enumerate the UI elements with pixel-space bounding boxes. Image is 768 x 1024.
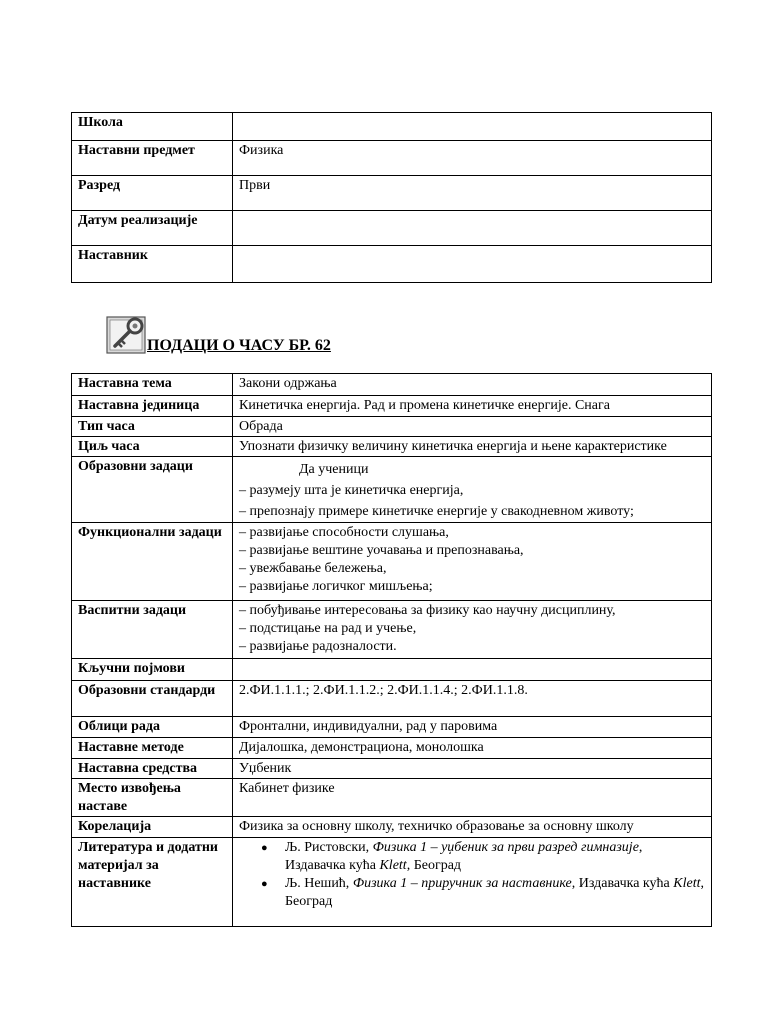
lesson-row-topic bbox=[72, 374, 712, 396]
row-label: Кључни појмови bbox=[72, 659, 233, 681]
list-item: – разумеју шта је кинетичка енергија, bbox=[239, 483, 464, 498]
row-label: Облици рада bbox=[72, 717, 233, 738]
row-value: Физика за основну школу, техничко образовање за основну школу bbox=[233, 817, 712, 838]
row-value: Фронтални, индивидуални, рад у паровима bbox=[233, 717, 712, 738]
lesson-row-key-terms bbox=[72, 659, 712, 681]
list-item: – развијање способности слушања, bbox=[239, 525, 449, 540]
lesson-row-literature bbox=[72, 838, 712, 927]
row-value: 2.ФИ.1.1.1.; 2.ФИ.1.1.2.; 2.ФИ.1.1.4.; 2.ФИ.1.1.8. bbox=[233, 681, 712, 717]
list-item: ● Љ. Ристовски, Физика 1 – уџбеник за први разред гимназије, Издавачка кућа Klett, Београд bbox=[285, 839, 705, 875]
info-label: Наставник bbox=[72, 246, 233, 283]
row-label: Наставне методе bbox=[72, 738, 233, 759]
row-label: Корелација bbox=[72, 817, 233, 838]
info-value: Физика bbox=[233, 141, 712, 176]
lesson-title: ПОДАЦИ О ЧАСУ БР. 62 bbox=[147, 337, 331, 354]
row-label: Функционални задаци bbox=[72, 523, 233, 601]
lesson-row-materials bbox=[72, 759, 712, 779]
list-item: – увежбавање бележења, bbox=[239, 561, 387, 576]
list-item: – развијање вештине уочавања и препознавања, bbox=[239, 543, 524, 558]
school-info-table bbox=[71, 112, 712, 283]
row-value bbox=[233, 659, 712, 681]
row-value: Кинетичка енергија. Рад и промена кинетичке енергије. Снага bbox=[233, 396, 712, 417]
literature-list bbox=[239, 839, 705, 911]
row-value: Кабинет физике bbox=[233, 779, 712, 817]
row-value: Обрада bbox=[233, 417, 712, 437]
row-value bbox=[233, 457, 712, 523]
lesson-row-work-forms bbox=[72, 717, 712, 738]
row-label: Циљ часа bbox=[72, 437, 233, 457]
row-value bbox=[233, 523, 712, 601]
lesson-row-goal bbox=[72, 437, 712, 457]
info-row-date bbox=[72, 211, 712, 246]
info-value bbox=[233, 211, 712, 246]
info-value bbox=[233, 246, 712, 283]
lesson-row-type bbox=[72, 417, 712, 437]
row-value: Закони одржања bbox=[233, 374, 712, 396]
list-item: ● Љ. Нешић, Физика 1 – приручник за наставнике, Издавачка кућа Klett, Београд bbox=[285, 875, 705, 911]
info-label: Школа bbox=[72, 113, 233, 141]
lesson-row-unit bbox=[72, 396, 712, 417]
info-label: Датум реализације bbox=[72, 211, 233, 246]
row-label: Образовни задаци bbox=[72, 457, 233, 523]
list-item: – подстицање на рад и учење, bbox=[239, 621, 417, 636]
section-heading bbox=[105, 313, 505, 357]
row-label: Образовни стандарди bbox=[72, 681, 233, 717]
info-row-grade bbox=[72, 176, 712, 211]
lesson-row-methods bbox=[72, 738, 712, 759]
row-value: Упознати физичку величину кинетичка енергија и њене карактеристике bbox=[233, 437, 712, 457]
lesson-row-standards bbox=[72, 681, 712, 717]
row-label: Наставна тема bbox=[72, 374, 233, 396]
key-icon bbox=[105, 313, 149, 355]
lesson-row-functional-tasks bbox=[72, 523, 712, 601]
info-row-teacher bbox=[72, 246, 712, 283]
tasks-intro: Да ученици bbox=[299, 462, 369, 477]
list-item: – развијање радозналости. bbox=[239, 639, 397, 654]
lesson-row-upbringing-tasks bbox=[72, 601, 712, 659]
lesson-data-table bbox=[71, 373, 712, 927]
row-value: Дијалошка, демонстрациона, монолошка bbox=[233, 738, 712, 759]
lesson-row-educational-tasks bbox=[72, 457, 712, 523]
row-value: Уџбеник bbox=[233, 759, 712, 779]
list-item: – препознају примере кинетичке енергије у свакодневном животу; bbox=[239, 504, 634, 519]
info-label: Наставни предмет bbox=[72, 141, 233, 176]
info-value: Први bbox=[233, 176, 712, 211]
list-item: – развијање логичког мишљења; bbox=[239, 579, 433, 594]
lesson-row-correlation bbox=[72, 817, 712, 838]
info-row-subject bbox=[72, 141, 712, 176]
row-label: Тип часа bbox=[72, 417, 233, 437]
row-label: Наставна јединица bbox=[72, 396, 233, 417]
row-label: Литература и додатни материјал за наставнике bbox=[72, 838, 233, 927]
info-label: Разред bbox=[72, 176, 233, 211]
row-label: Васпитни задаци bbox=[72, 601, 233, 659]
list-item: – побуђивање интересовања за физику као научну дисциплину, bbox=[239, 603, 616, 618]
info-row-school bbox=[72, 113, 712, 141]
row-value bbox=[233, 838, 712, 927]
info-value bbox=[233, 113, 712, 141]
row-value bbox=[233, 601, 712, 659]
lesson-row-location bbox=[72, 779, 712, 817]
row-label: Место извођења наставе bbox=[72, 779, 233, 817]
row-label: Наставна средства bbox=[72, 759, 233, 779]
